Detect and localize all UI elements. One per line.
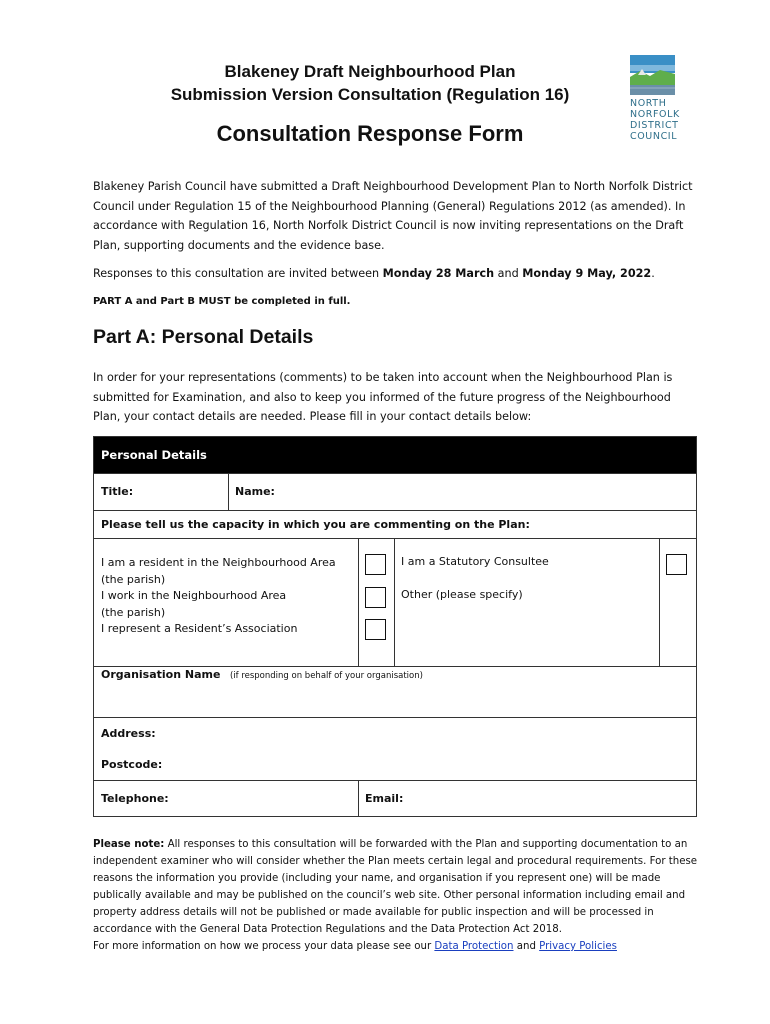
- capacity-options-left: [101, 555, 363, 638]
- title-line-1: Blakeney Draft Neighbourhood Plan: [224, 62, 516, 81]
- organisation-hint: (if responding on behalf of your organisation): [229, 671, 423, 681]
- option-work: I work in the Neighbourhood Area: [101, 589, 287, 602]
- document-title: [150, 60, 590, 106]
- option-association: I represent a Resident’s Association: [101, 622, 298, 635]
- postcode-label: Postcode:: [101, 758, 163, 771]
- part-a-paragraph: In order for your representations (comments) to be taken into account when the Neighbourhood Plan is submitted for Examination, and also to keep you informed of the future progress of the Neighbourhood Plan, your contact details are needed. Please fill in your contact details below:: [93, 371, 673, 423]
- title-label: Title:: [101, 485, 134, 498]
- checkbox-statutory[interactable]: [666, 554, 687, 575]
- personal-details-form: [93, 436, 697, 817]
- option-resident-note: (the parish): [101, 572, 166, 586]
- note-text: All responses to this consultation will be forwarded with the Plan and supporting documentation to an independent examiner who will consider whether the Plan meets certain legal and procedural requirements. For these reasons the information you provide (including your name, and organisation if you represent one) will be made publically available and may be published on the council’s web site. Other personal information including email and property address details will not be published or made available for public inspection and will be processed in accordance with the General Data Protection Regulations and the Data Protection Act 2018.: [93, 839, 698, 935]
- email-label: Email:: [365, 792, 404, 805]
- consultation-dates: Responses to this consultation are invited between Monday 28 March and Monday 9 May, 2022.: [93, 267, 655, 280]
- organisation-field[interactable]: [94, 666, 696, 717]
- logo-graphic: [630, 55, 675, 95]
- title-field[interactable]: [94, 473, 228, 510]
- checkbox-resident[interactable]: [365, 554, 386, 575]
- name-label: Name:: [235, 485, 275, 498]
- checkbox-association[interactable]: [365, 619, 386, 640]
- data-protection-link[interactable]: Data Protection: [434, 941, 514, 952]
- intro-paragraph: Blakeney Parish Council have submitted a Draft Neighbourhood Development Plan to North Norfolk District Council under Regulation 15 of the Neighbourhood Planning (General) Regulations 2012 (as amended). In accordance with Regulation 16, North Norfolk District Council is now inviting representations on the Draft Plan, supporting documents and the evidence base.: [93, 180, 693, 252]
- option-other: Other (please specify): [401, 588, 523, 601]
- council-logo: [630, 55, 700, 142]
- title-line-2: Submission Version Consultation (Regulation 16): [170, 85, 570, 104]
- logo-text: NORTH NORFOLK DISTRICT COUNCIL: [630, 98, 680, 142]
- data-protection-note: Please note: All responses to this consultation will be forwarded with the Plan and supporting documentation to an independent examiner who will consider whether the Plan meets certain legal and procedural requirements. For these reasons the information you provide (including your name, and organisation if you represent one) will be made publically available and may be published on the council’s web site. Other personal information including email and property address details will not be published or made available for public inspection and will be processed in accordance with the General Data Protection Regulations and the Data Protection Act 2018. For more information on how we process your data please see our Data Protection and Privacy Policies: [93, 839, 698, 952]
- address-label: Address:: [101, 727, 156, 740]
- organisation-label: Organisation Name: [101, 668, 221, 681]
- checkbox-work[interactable]: [365, 587, 386, 608]
- must-complete-notice: PART A and Part B MUST be completed in full.: [93, 296, 351, 307]
- option-resident: I am a resident in the Neighbourhood Area: [101, 556, 336, 569]
- note-label: Please note:: [93, 839, 165, 850]
- date-start: Monday 28 March: [382, 267, 495, 280]
- date-end: Monday 9 May, 2022: [522, 267, 652, 280]
- privacy-policies-link[interactable]: Privacy Policies: [539, 941, 617, 952]
- address-field[interactable]: [94, 717, 696, 780]
- telephone-label: Telephone:: [101, 792, 169, 805]
- name-field[interactable]: [228, 473, 696, 510]
- form-title: Consultation Response Form: [216, 121, 524, 146]
- email-field[interactable]: [358, 780, 696, 816]
- option-work-note: (the parish): [101, 605, 166, 619]
- telephone-field[interactable]: [94, 780, 358, 816]
- part-a-heading: Part A: Personal Details: [93, 326, 314, 348]
- form-header: Personal Details: [94, 437, 696, 473]
- capacity-prompt: Please tell us the capacity in which you are commenting on the Plan:: [101, 518, 530, 531]
- option-statutory: I am a Statutory Consultee: [401, 555, 549, 568]
